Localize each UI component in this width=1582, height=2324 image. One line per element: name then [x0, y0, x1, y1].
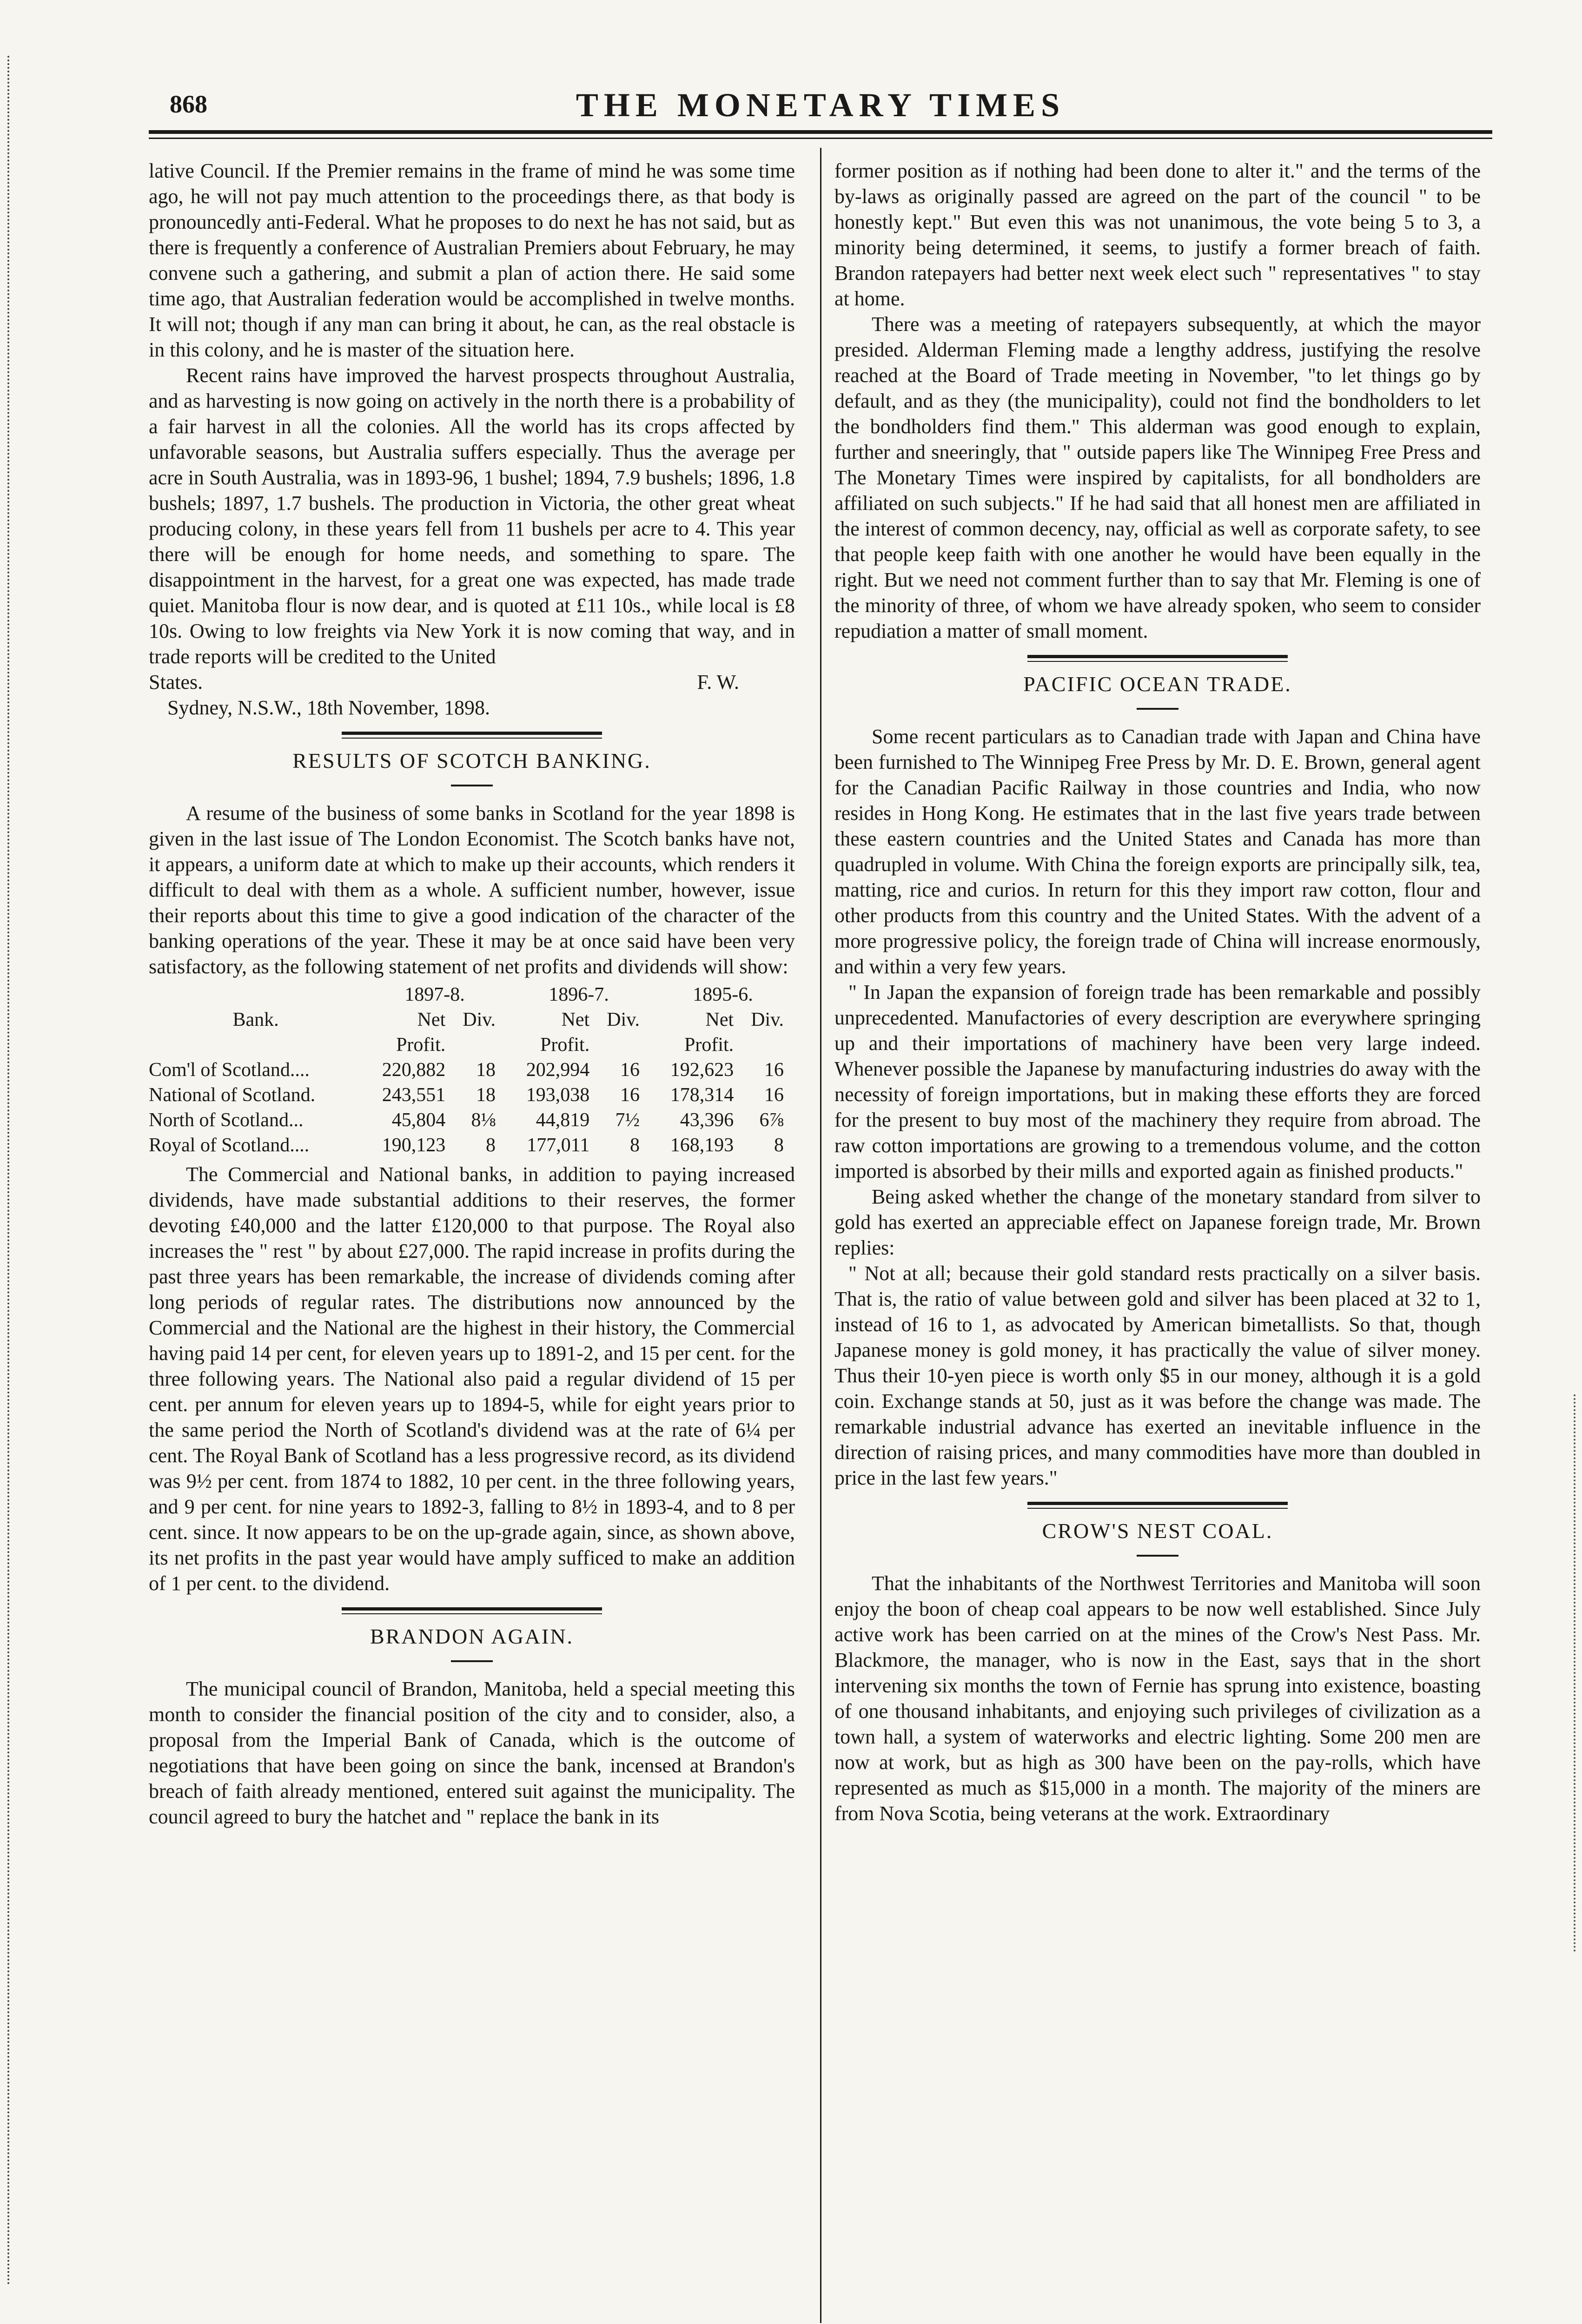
section-ornament	[342, 1607, 602, 1614]
article-paragraph: Recent rains have improved the harvest prospects throughout Australia, and as harvesting is now going on actively in the north there is a probability of a fair harvest in all the colonies. All the world has its crops affected by unfavorable seasons, but Australia suffers especially. Thus the average per acre in South Australia, was in 1893-96, 1 bushel; 1894, 7.9 bushels; 1896, 1.8 bushels; 1897, 1.7 bushels. The production in Victoria, the other great wheat producing colony, in these years fell from 11 bushels per acre to 4. This year there will be enough for home needs, and something to spare. The disappointment in the harvest, for a great one was expected, has made trade quiet. Manitoba flour is now dear, and is quoted at £11 10s., while local is £8 10s. Owing to low freights via New York it is now coming that way, and in trade reports will be credited to the United	[149, 364, 795, 668]
section-ornament	[1027, 1502, 1288, 1509]
dividend: 16	[620, 1084, 640, 1106]
article-paragraph: A resume of the business of some banks in Scotland for the year 1898 is given in the last issue of The London Economist. The Scotch banks have not, it appears, a uniform date at which to make up their accounts, which renders it difficult to deal with them as a whole. A sufficient number, however, issue their reports about this time to give a good indication of the character of the banking operations of the year. These it may be at once said have been very satisfactory, as the following statement of net profits and dividends will show:	[149, 802, 795, 978]
dividend: 8⅛	[471, 1109, 496, 1131]
net-header: Net	[561, 1009, 590, 1030]
binding-edge-right	[1570, 1394, 1575, 1952]
heading-dash	[1137, 708, 1178, 710]
net-profit: 193,038	[526, 1084, 590, 1106]
column-divider	[820, 148, 821, 2323]
table-row	[149, 1133, 795, 1158]
div-header: Div.	[751, 1009, 784, 1030]
table-header-row	[149, 1007, 795, 1032]
bank-name: Royal of Scotland....	[149, 1135, 310, 1156]
section-ornament	[1027, 655, 1288, 662]
article-paragraph: There was a meeting of ratepayers subsequently, at which the mayor presided. Alderman Fleming made a lengthy address, justifying the resolve reached at the Board of Trade meeting in November, "to let things go by default, and as they (the municipality), could not find the bondholders to let the bondholders find them." This alderman was good enough to explain, further and sneeringly, that " outside papers like The Winnipeg Free Press and The Monetary Times were inspired by capitalists, for all bondholders are affiliated on such subjects." If he had said that all honest men are affiliated in the interest of common decency, nay, official as well as corporate safety, to see that people keep faith with one another he would have been equally in the right. But we need not comment further than to say that Mr. Fleming is one of the minority of three, of whom we have already spoken, who seem to consider repudiation a matter of small moment.	[834, 313, 1481, 642]
section-heading: PACIFIC OCEAN TRADE.	[1023, 672, 1292, 696]
author-signature: F. W.	[697, 671, 739, 693]
net-profit: 178,314	[670, 1084, 734, 1106]
dividend: 8	[486, 1135, 496, 1156]
article-paragraph: Some recent particulars as to Canadian trade with Japan and China have been furnished to The Winnipeg Free Press by Mr. D. E. Brown, general agent for the Canadian Pacific Railway in those countries and India, who now resides in Hong Kong. He estimates that in the last five years trade between these eastern countries and the United States and Canada has more than quadrupled in volume. With China the foreign exports are principally silk, tea, matting, rice and curios. In return for this they import raw cotton, flour and other products from this country and the United States. With the advent of a more progressive policy, the foreign trade of China will increase enormously, and within a very few years.	[834, 725, 1481, 978]
net-header: Net	[705, 1009, 734, 1030]
article-paragraph: That the inhabitants of the Northwest Territories and Manitoba will soon enjoy the boon of cheap coal appears to be now well established. Since July active work has been carried on at the mines of the Crow's Nest Pass. Mr. Blackmore, the manager, who is now in the East, says that in the short intervening six months the town of Fernie has sprung into existence, boasting of one thousand inhabitants, and enjoying such privileges of civilization as a town hall, a system of waterworks and electric lighting. Some 200 men are now at work, but as high as 300 have been on the pay-rolls, which have represented as much as $15,000 in a month. The majority of the miners are from Nova Scotia, being veterans at the work. Extraordinary	[834, 1572, 1481, 1825]
table-row	[149, 1108, 795, 1133]
year-header: 1896-7.	[549, 984, 609, 1005]
bank-name: North of Scotland...	[149, 1109, 304, 1131]
net-profit: 168,193	[670, 1135, 734, 1156]
page-number: 868	[170, 90, 207, 118]
article-quote: " Not at all; because their gold standard rests practically on a silver basis. That is, the ratio of value between gold and silver has been placed at 32 to 1, instead of 16 to 1, as advocated by American bimetallists. So that, though Japanese money is gold money, it has practically the value of silver money. Thus their 10-yen piece is worth only $5 in our money, although it is a gold coin. Exchange stands at 50, just as it was before the change was made. The remarkable industrial advance has exerted an inevitable influence in the direction of raising prices, and many commodities have more than doubled in price in the last few years."	[834, 1262, 1481, 1489]
net-profit: 220,882	[382, 1059, 446, 1081]
header-rule	[149, 130, 1492, 134]
dividend: 16	[764, 1084, 784, 1106]
bank-profits-table	[149, 982, 795, 1158]
heading-dash	[1137, 1555, 1178, 1557]
dividend: 16	[620, 1059, 640, 1081]
bank-name: National of Scotland.	[149, 1084, 316, 1106]
profit-header: Profit.	[684, 1034, 734, 1056]
article-paragraph: The municipal council of Brandon, Manitoba, held a special meeting this month to consider the financial position of the city and to consider, also, a proposal from the Imperial Bank of Canada, which is the outcome of negotiations that have been going on since the bank, incensed at Brandon's breach of faith already mentioned, entered suit against the municipality. The council agreed to bury the hatchet and " replace the bank in its	[149, 1677, 795, 1828]
article-quote: " In Japan the expansion of foreign trade has been remarkable and possibly unprecedented. Manufactories of every description are everywhere springing up and their importations of machinery have been very large indeed. Whenever possible the Japanese by manufacturing industries do away with the necessity of foreign importations, but in making these efforts they are forced for the present to buy most of the machinery they require from abroad. The raw cotton importations are growing to a tremendous volume, and the cotton imported is absorbed by their mills and exported again as finished products."	[834, 981, 1481, 1182]
profit-header: Profit.	[396, 1034, 446, 1056]
section-ornament	[342, 732, 602, 739]
dividend: 16	[764, 1059, 784, 1081]
dividend: 18	[476, 1084, 496, 1106]
net-profit: 43,396	[680, 1109, 734, 1131]
dateline: Sydney, N.S.W., 18th November, 1898.	[167, 696, 490, 719]
article-paragraph: former position as if nothing had been done to alter it." and the terms of the by-laws as originally passed are agreed on the part of the council " to be honestly kept." But even this was not unanimous, the vote being 5 to 3, a minority being determined, it seems, to justify a former breach of faith. Brandon ratepayers had better next week elect such " representatives " to stay at home.	[834, 159, 1481, 310]
page-header	[149, 86, 1492, 123]
year-header: 1897-8.	[404, 984, 465, 1005]
dividend: 8	[774, 1135, 784, 1156]
dividend: 7½	[615, 1109, 640, 1131]
right-column	[834, 158, 1481, 1826]
net-profit: 45,804	[391, 1109, 446, 1131]
table-subheader-row	[149, 1032, 795, 1057]
binding-edge	[7, 56, 16, 2287]
table-row	[149, 1057, 795, 1083]
article-signoff	[149, 669, 795, 695]
table-year-row	[149, 982, 795, 1007]
section-heading: CROW'S NEST COAL.	[1042, 1519, 1273, 1543]
article-paragraph: Being asked whether the change of the monetary standard from silver to gold has exerted an appreciable effect on Japanese foreign trade, Mr. Brown replies:	[834, 1185, 1481, 1259]
dividend: 18	[476, 1059, 496, 1081]
article-paragraph: The Commercial and National banks, in addition to paying increased dividends, have made substantial additions to their reserves, the former devoting £40,000 and the latter £120,000 to that purpose. The Royal also increases the " rest " by about £27,000. The rapid increase in profits during the past three years has been remarkable, the increase of dividends coming after long periods of regular rates. The distributions now announced by the Commercial and the National are the highest in their history, the Commercial having paid 14 per cent, for eleven years up to 1891-2, and 15 per cent. for the three following years. The National also paid a regular dividend of 15 per cent. per annum for eleven years up to 1894-5, while for eight years prior to the same period the North of Scotland's dividend was at the rate of 6¼ per cent. The Royal Bank of Scotland has a less progressive record, as its dividend was 9½ per cent. from 1874 to 1882, 10 per cent. in the three following years, and 9 per cent. for nine years to 1892-3, falling to 8½ in 1893-4, and to 8 per cent. since. It now appears to be on the up-grade again, since, as shown above, its net profits in the past year would have amply sufficed to make an addition of 1 per cent. to the dividend.	[149, 1163, 795, 1595]
article-paragraph: lative Council. If the Premier remains in the frame of mind he was some time ago, he will not pay much attention to the proceedings there, as that body is pronouncedly anti-Federal. What he proposes to do next he has not said, but as there is frequently a conference of Australian Premiers about February, he may convene such a gathering, and submit a plan of action there. He said some time ago, that Australian federation would be accomplished in twelve months. It will not; though if any man can bring it about, he can, as the real obstacle is in this colony, and he is master of the situation here.	[149, 159, 795, 361]
table-row	[149, 1083, 795, 1108]
div-header: Div.	[607, 1009, 640, 1030]
dividend: 8	[629, 1135, 640, 1156]
heading-dash	[451, 1660, 493, 1662]
masthead-title: THE MONETARY TIMES	[576, 86, 1066, 124]
article-paragraph-end: States.	[149, 671, 203, 693]
section-heading: BRANDON AGAIN.	[370, 1624, 574, 1648]
section-heading: RESULTS OF SCOTCH BANKING.	[292, 749, 651, 772]
heading-dash	[451, 785, 493, 786]
div-header: Div.	[463, 1009, 496, 1030]
bank-name: Com'l of Scotland....	[149, 1059, 310, 1081]
net-profit: 192,623	[670, 1059, 734, 1081]
net-profit: 177,011	[527, 1135, 590, 1156]
bank-column-header: Bank.	[232, 1009, 279, 1030]
net-profit: 202,994	[526, 1059, 590, 1081]
left-column	[149, 158, 795, 1829]
header-rule-thin	[149, 138, 1492, 139]
dividend: 6⅞	[759, 1109, 784, 1131]
net-profit: 190,123	[382, 1135, 446, 1156]
profit-header: Profit.	[540, 1034, 590, 1056]
net-header: Net	[417, 1009, 446, 1030]
net-profit: 44,819	[536, 1109, 590, 1131]
year-header: 1895-6.	[693, 984, 753, 1005]
net-profit: 243,551	[382, 1084, 446, 1106]
